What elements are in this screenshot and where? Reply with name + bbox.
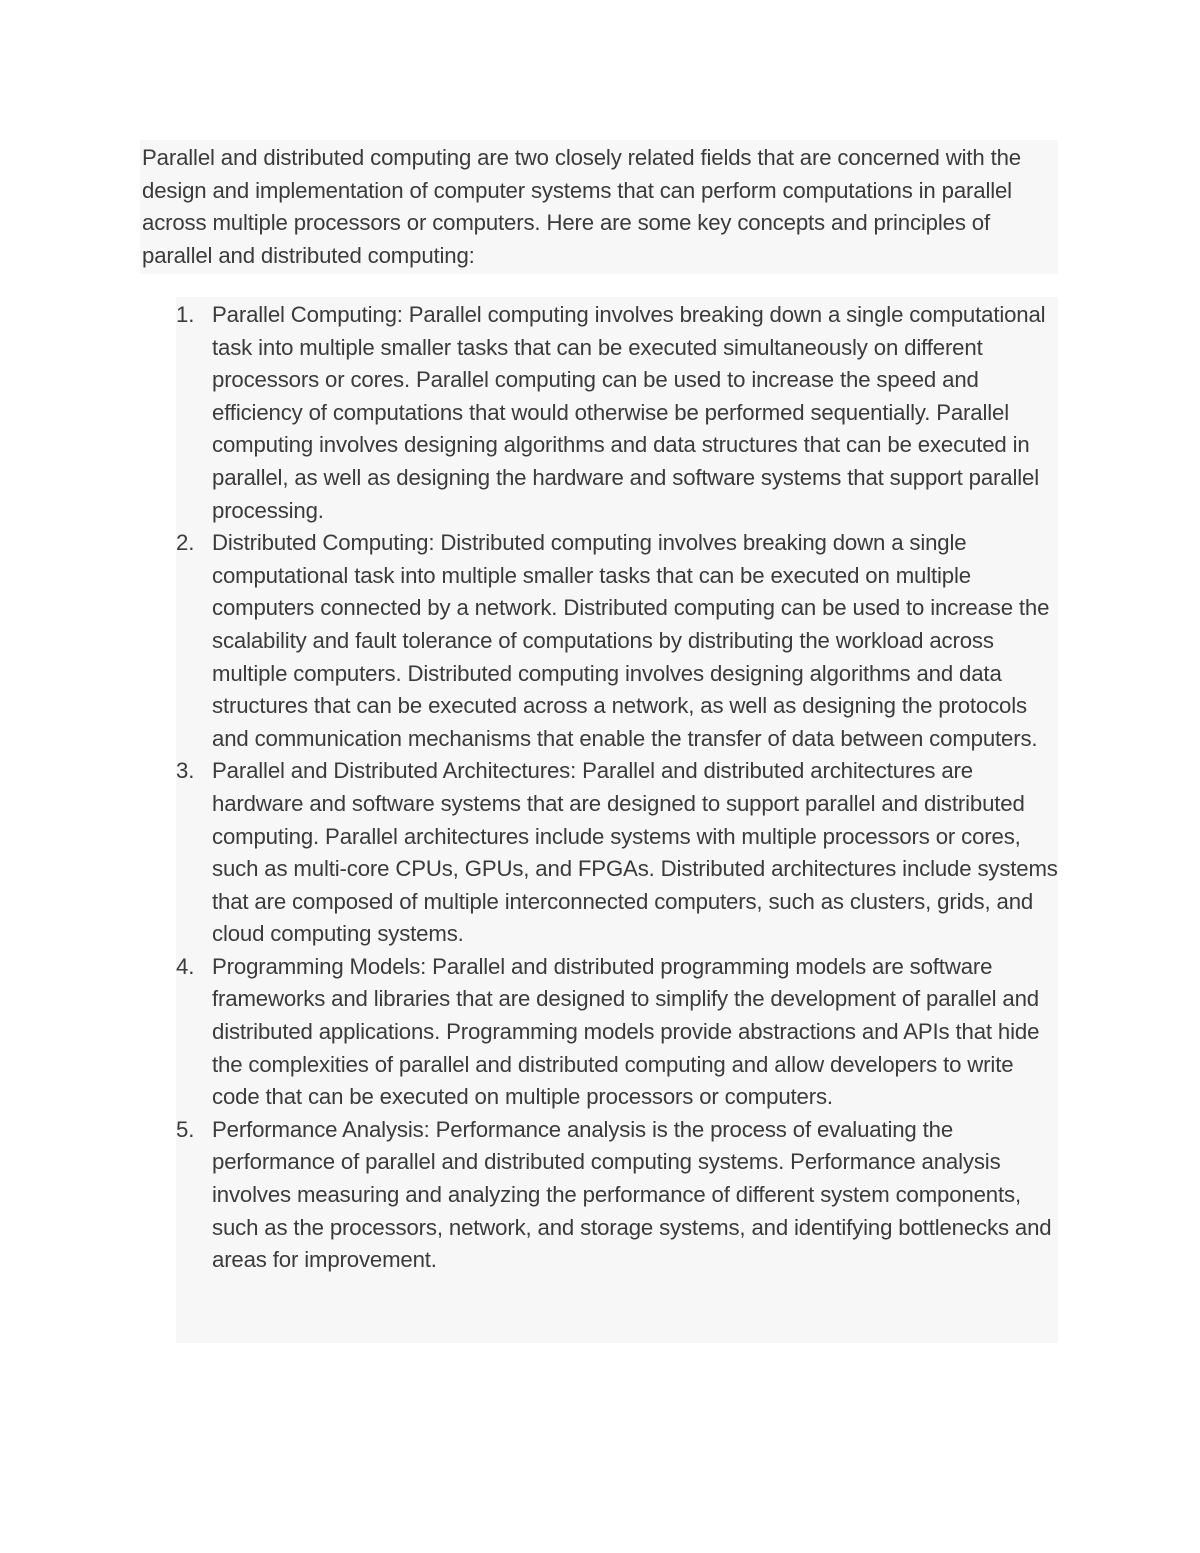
list-item-number: 3. <box>176 758 195 784</box>
list-item-number: 2. <box>176 530 195 556</box>
list-item-architectures <box>176 755 1058 951</box>
list-item-text: Parallel Computing: Parallel computing involves breaking down a single computational task into multiple smaller tasks that can be executed simultaneously on different processors or cores. Parallel computing can be used to increase the speed and efficiency of computations that would otherwise be performed sequentially. Parallel computing involves designing algorithms and data structures that can be executed in parallel, as well as designing the hardware and software systems that support parallel processing. <box>212 302 1046 523</box>
concepts-list <box>176 299 1058 1277</box>
list-item-text: Distributed Computing: Distributed computing involves breaking down a single computational task into multiple smaller tasks that can be executed on multiple computers connected by a network. Distributed computing can be used to increase the scalability and fault tolerance of computations by distributing the workload across multiple computers. Distributed computing involves designing algorithms and data structures that can be executed across a network, as well as designing the protocols and communication mechanisms that enable the transfer of data between computers. <box>212 530 1050 751</box>
intro-block <box>140 140 1058 274</box>
list-item-performance-analysis <box>176 1114 1058 1277</box>
list-item-parallel-computing <box>176 299 1058 527</box>
list-item-number: 4. <box>176 953 195 979</box>
intro-paragraph: Parallel and distributed computing are two closely related fields that are concerned with the design and implementation of computer systems that can perform computations in parallel across multiple processors or computers. Here are some key concepts and principles of parallel and distributed computing: <box>142 145 1021 268</box>
list-item-programming-models <box>176 951 1058 1114</box>
list-item-text: Performance Analysis: Performance analysis is the process of evaluating the performance of parallel and distributed computing systems. Performance analysis involves measuring and analyzing the performance of different system components, such as the processors, network, and storage systems, and identifying bottlenecks and areas for improvement. <box>212 1116 1052 1273</box>
list-item-text: Parallel and Distributed Architectures: Parallel and distributed architectures are hardware and software systems that are designed to support parallel and distributed computing. Parallel architectures include systems with multiple processors or cores, such as multi-core CPUs, GPUs, and FPGAs. Distributed architectures include systems that are composed of multiple interconnected computers, such as clusters, grids, and cloud computing systems. <box>212 758 1058 947</box>
list-item-distributed-computing <box>176 527 1058 755</box>
concepts-block <box>176 297 1058 1343</box>
list-item-text: Programming Models: Parallel and distributed programming models are software frameworks and libraries that are designed to simplify the development of parallel and distributed applications. Programming models provide abstractions and APIs that hide the complexities of parallel and distributed computing and allow developers to write code that can be executed on multiple processors or computers. <box>212 953 1040 1110</box>
list-item-number: 5. <box>176 1116 195 1142</box>
list-item-number: 1. <box>176 302 195 327</box>
